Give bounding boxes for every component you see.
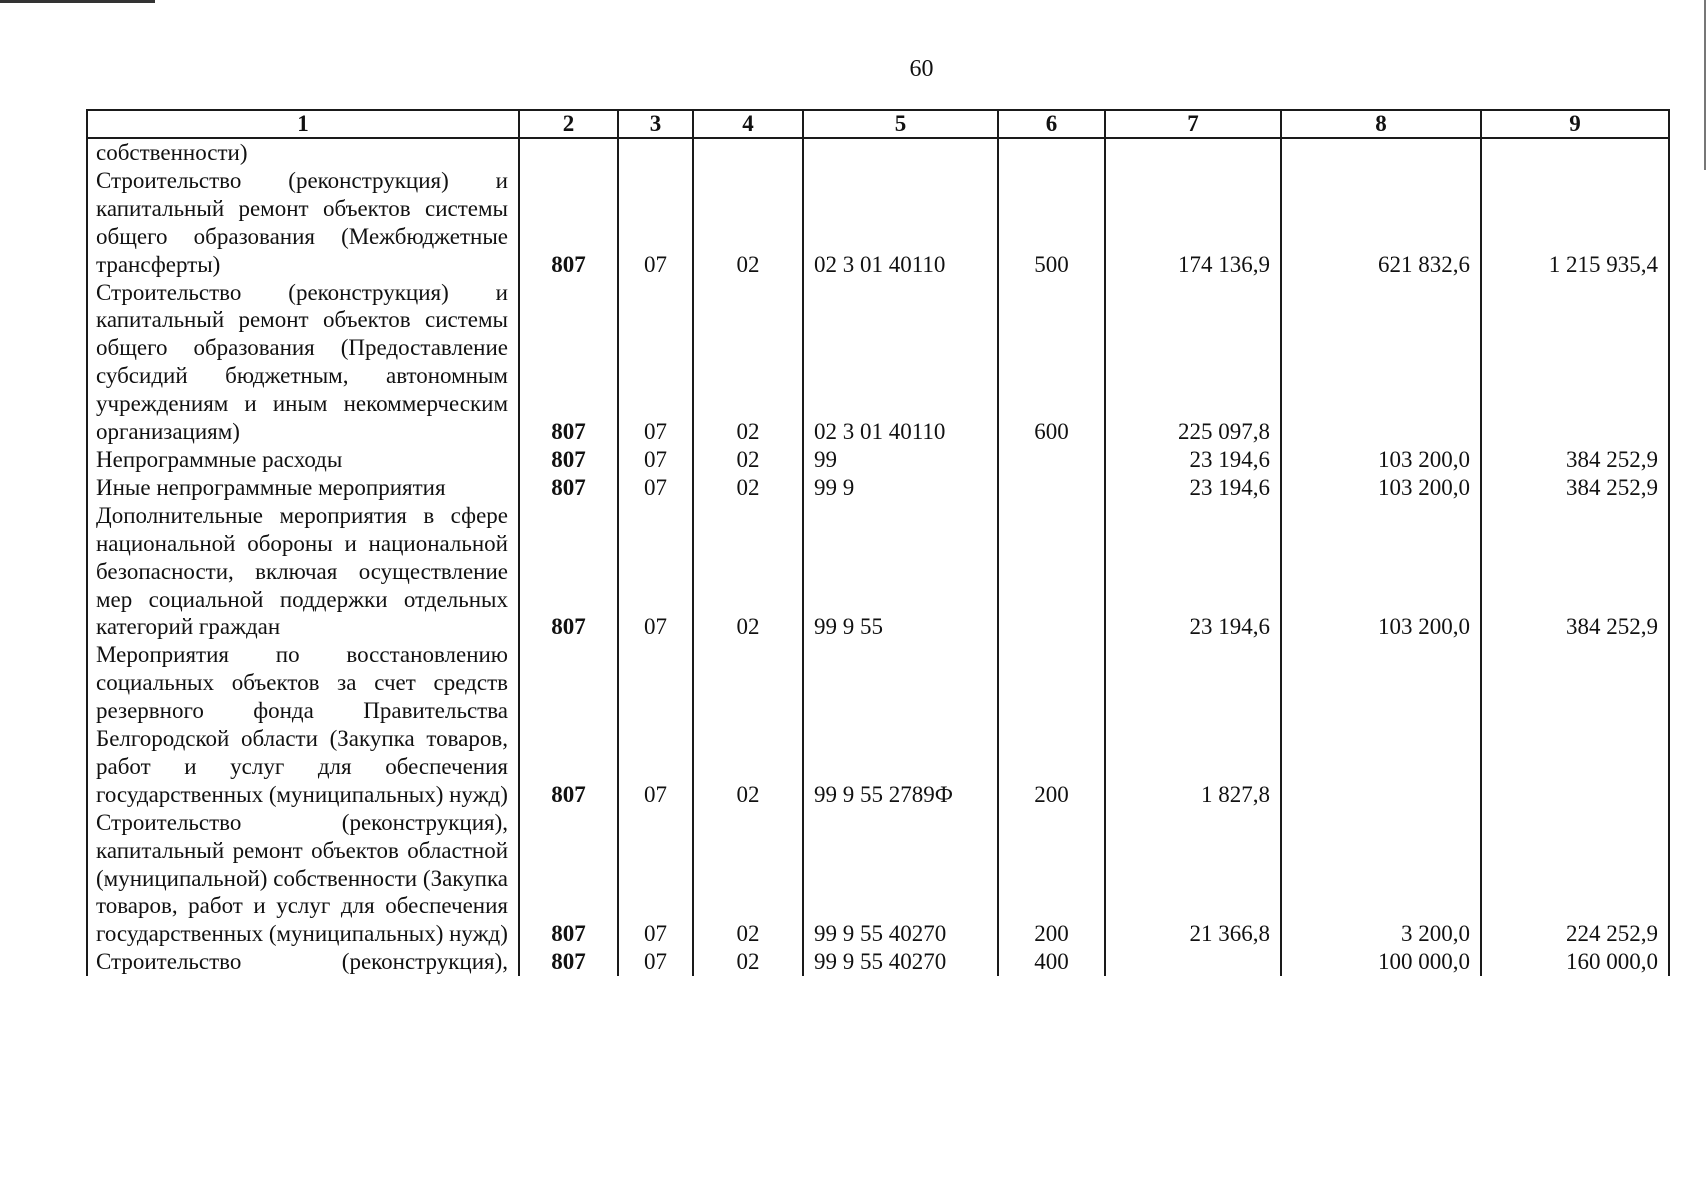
budget-table [86,109,1670,976]
row-grbs: 807 [519,446,618,474]
row-amount-col9: 384 252,9 [1481,502,1669,642]
row-amount-col8: 103 200,0 [1281,474,1481,502]
row-target-code: 02 3 01 40110 [803,167,998,279]
row-amount-col7: 23 194,6 [1105,446,1281,474]
row-grbs: 807 [519,167,618,279]
table-row [87,138,1669,167]
row-target-code [803,138,998,167]
row-amount-col7 [1105,948,1281,976]
header-col-2: 2 [519,110,618,138]
row-name: Мероприятия по восстановлению социальных объектов за счет средств резервного фонда Правительства Белгородской области (Закупка товаров, работ и услуг для обеспечения государственных (муниципальных) нужд) [87,641,519,808]
row-grbs: 807 [519,809,618,949]
row-amount-col9 [1481,279,1669,446]
header-col-4: 4 [693,110,803,138]
row-section: 07 [618,474,693,502]
row-grbs: 807 [519,502,618,642]
row-subsection: 02 [693,474,803,502]
row-grbs [519,138,618,167]
row-name: Строительство (реконструкция), капитальный ремонт объектов областной (муниципальной) собственности (Закупка товаров, работ и услуг для обеспечения государственных (муниципальных) нужд) [87,809,519,949]
row-amount-col9 [1481,138,1669,167]
row-amount-col7: 1 827,8 [1105,641,1281,808]
row-amount-col8: 103 200,0 [1281,502,1481,642]
row-amount-col8: 621 832,6 [1281,167,1481,279]
row-subsection: 02 [693,167,803,279]
row-amount-col7: 21 366,8 [1105,809,1281,949]
row-expense-type [998,502,1105,642]
table-row [87,279,1669,446]
header-col-5: 5 [803,110,998,138]
row-amount-col8 [1281,641,1481,808]
row-name: Строительство (реконструкция) и капитальный ремонт объектов системы общего образования (Предоставление субсидий бюджетным, автономным учреждениям и иным некоммерческим организациям) [87,279,519,446]
row-subsection: 02 [693,446,803,474]
page-number: 60 [909,56,934,82]
row-amount-col8 [1281,279,1481,446]
row-grbs: 807 [519,474,618,502]
row-section: 07 [618,279,693,446]
row-amount-col7: 23 194,6 [1105,474,1281,502]
row-subsection: 02 [693,809,803,949]
row-expense-type: 200 [998,809,1105,949]
row-amount-col9: 384 252,9 [1481,446,1669,474]
row-amount-col7: 174 136,9 [1105,167,1281,279]
row-expense-type [998,138,1105,167]
table-row [87,446,1669,474]
header-col-3: 3 [618,110,693,138]
row-amount-col9: 160 000,0 [1481,948,1669,976]
row-amount-col8 [1281,138,1481,167]
table-row [87,809,1669,949]
row-section [618,138,693,167]
row-amount-col9: 1 215 935,4 [1481,167,1669,279]
row-section: 07 [618,809,693,949]
row-subsection: 02 [693,641,803,808]
row-section: 07 [618,948,693,976]
table-row [87,502,1669,642]
row-amount-col9 [1481,641,1669,808]
row-subsection: 02 [693,948,803,976]
row-amount-col8: 100 000,0 [1281,948,1481,976]
row-amount-col9: 384 252,9 [1481,474,1669,502]
row-expense-type: 500 [998,167,1105,279]
row-name: Непрограммные расходы [87,446,519,474]
row-target-code: 02 3 01 40110 [803,279,998,446]
row-subsection [693,138,803,167]
header-col-7: 7 [1105,110,1281,138]
row-expense-type: 200 [998,641,1105,808]
table-row [87,641,1669,808]
table-row [87,474,1669,502]
row-amount-col8: 103 200,0 [1281,446,1481,474]
header-col-8: 8 [1281,110,1481,138]
row-grbs: 807 [519,641,618,808]
header-col-9: 9 [1481,110,1669,138]
row-target-code: 99 9 55 40270 [803,948,998,976]
row-target-code: 99 9 55 40270 [803,809,998,949]
row-section: 07 [618,641,693,808]
row-target-code: 99 9 [803,474,998,502]
table-header-row [87,110,1669,138]
header-col-6: 6 [998,110,1105,138]
table-row [87,948,1669,976]
row-name: Строительство (реконструкция), [87,948,519,976]
row-expense-type: 600 [998,279,1105,446]
row-subsection: 02 [693,502,803,642]
row-section: 07 [618,167,693,279]
table-row [87,167,1669,279]
row-name: Иные непрограммные мероприятия [87,474,519,502]
row-name: Строительство (реконструкция) и капитальный ремонт объектов системы общего образования (Межбюджетные трансферты) [87,167,519,279]
row-section: 07 [618,502,693,642]
row-target-code: 99 [803,446,998,474]
row-grbs: 807 [519,948,618,976]
row-expense-type [998,446,1105,474]
row-target-code: 99 9 55 2789Ф [803,641,998,808]
scan-artifact-line [0,0,155,3]
row-subsection: 02 [693,279,803,446]
row-name: собственности) [87,138,519,167]
row-section: 07 [618,446,693,474]
row-grbs: 807 [519,279,618,446]
scan-page-edge [1704,0,1706,170]
row-amount-col9: 224 252,9 [1481,809,1669,949]
row-expense-type: 400 [998,948,1105,976]
row-amount-col7 [1105,138,1281,167]
header-col-1: 1 [87,110,519,138]
row-amount-col7: 225 097,8 [1105,279,1281,446]
row-amount-col7: 23 194,6 [1105,502,1281,642]
row-name: Дополнительные мероприятия в сфере национальной обороны и национальной безопасности, включая осуществление мер социальной поддержки отдельных категорий граждан [87,502,519,642]
row-amount-col8: 3 200,0 [1281,809,1481,949]
row-target-code: 99 9 55 [803,502,998,642]
row-expense-type [998,474,1105,502]
